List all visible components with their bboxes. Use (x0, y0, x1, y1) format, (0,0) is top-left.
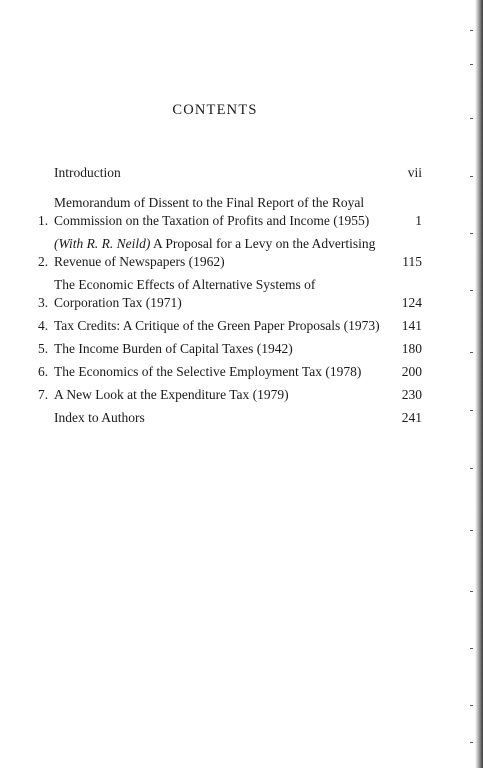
toc-entry-title: A New Look at the Expenditure Tax (1979) (54, 387, 289, 402)
toc-entry-page: 124 (401, 295, 422, 310)
toc-entry-title: The Income Burden of Capital Taxes (1942) (54, 341, 293, 356)
scan-edge-mark (470, 410, 473, 411)
toc-entry-title: The Economics of the Selective Employment Tax (1978) (54, 364, 362, 379)
toc-entry-page: 115 (402, 254, 422, 269)
scan-edge-mark (470, 233, 473, 234)
scan-edge-mark (470, 591, 473, 592)
toc-entry-page: vii (407, 165, 422, 180)
toc-entry-introduction[interactable] (38, 164, 422, 182)
scan-edge-marks (470, 0, 473, 768)
toc-entry-number: 5. (38, 341, 49, 356)
toc-entry-page: 241 (401, 410, 422, 425)
toc-entry-title: Tax Credits: A Critique of the Green Paper Proposals (1973) (54, 318, 380, 333)
scan-edge-mark (470, 530, 473, 531)
toc-entry-page: 141 (401, 318, 422, 333)
toc-entry-title: (With R. R. Neild) A Proposal for a Levy on the Advertising Revenue of Newspapers (1962) (54, 236, 376, 269)
toc-entry-page: 180 (401, 341, 422, 356)
toc-entry-index[interactable] (38, 409, 422, 427)
toc-entry-5[interactable] (38, 340, 422, 358)
toc-entry-2[interactable] (38, 235, 422, 271)
scan-edge-mark (470, 64, 473, 65)
scan-edge-mark (470, 705, 473, 706)
scan-edge-mark (470, 352, 473, 353)
table-of-contents (38, 164, 422, 432)
toc-entry-number: 1. (38, 213, 49, 228)
scan-edge-mark (470, 30, 473, 31)
scan-edge-mark (470, 118, 473, 119)
scan-edge-mark (470, 742, 473, 743)
toc-entry-1[interactable] (38, 194, 422, 230)
toc-entry-7[interactable] (38, 386, 422, 404)
toc-entry-page: 230 (401, 387, 422, 402)
toc-entry-title: The Economic Effects of Alternative Systems of Corporation Tax (1971) (54, 277, 316, 310)
toc-entry-3[interactable] (38, 276, 422, 312)
toc-entry-4[interactable] (38, 317, 422, 335)
toc-entry-number: 7. (38, 387, 49, 402)
toc-entry-title: Index to Authors (54, 410, 145, 425)
scan-edge-mark (470, 468, 473, 469)
scan-edge-mark (470, 648, 473, 649)
toc-entry-number: 6. (38, 364, 49, 379)
toc-entry-page: 200 (401, 364, 422, 379)
scan-edge-mark (470, 176, 473, 177)
toc-entry-title: Introduction (54, 165, 121, 180)
page-title: CONTENTS (172, 102, 258, 118)
scan-edge-mark (470, 290, 473, 291)
toc-entry-6[interactable] (38, 363, 422, 381)
toc-entry-number: 3. (38, 295, 49, 310)
toc-entry-page: 1 (415, 213, 422, 228)
toc-entry-number: 4. (38, 318, 49, 333)
toc-entry-number: 2. (38, 254, 49, 269)
toc-entry-coauthor: (With R. R. Neild) (54, 236, 151, 251)
page-edge-shadow (475, 0, 483, 768)
toc-entry-title: Memorandum of Dissent to the Final Report of the Royal Commission on the Taxation of Profits and Income (1955) (54, 195, 370, 228)
